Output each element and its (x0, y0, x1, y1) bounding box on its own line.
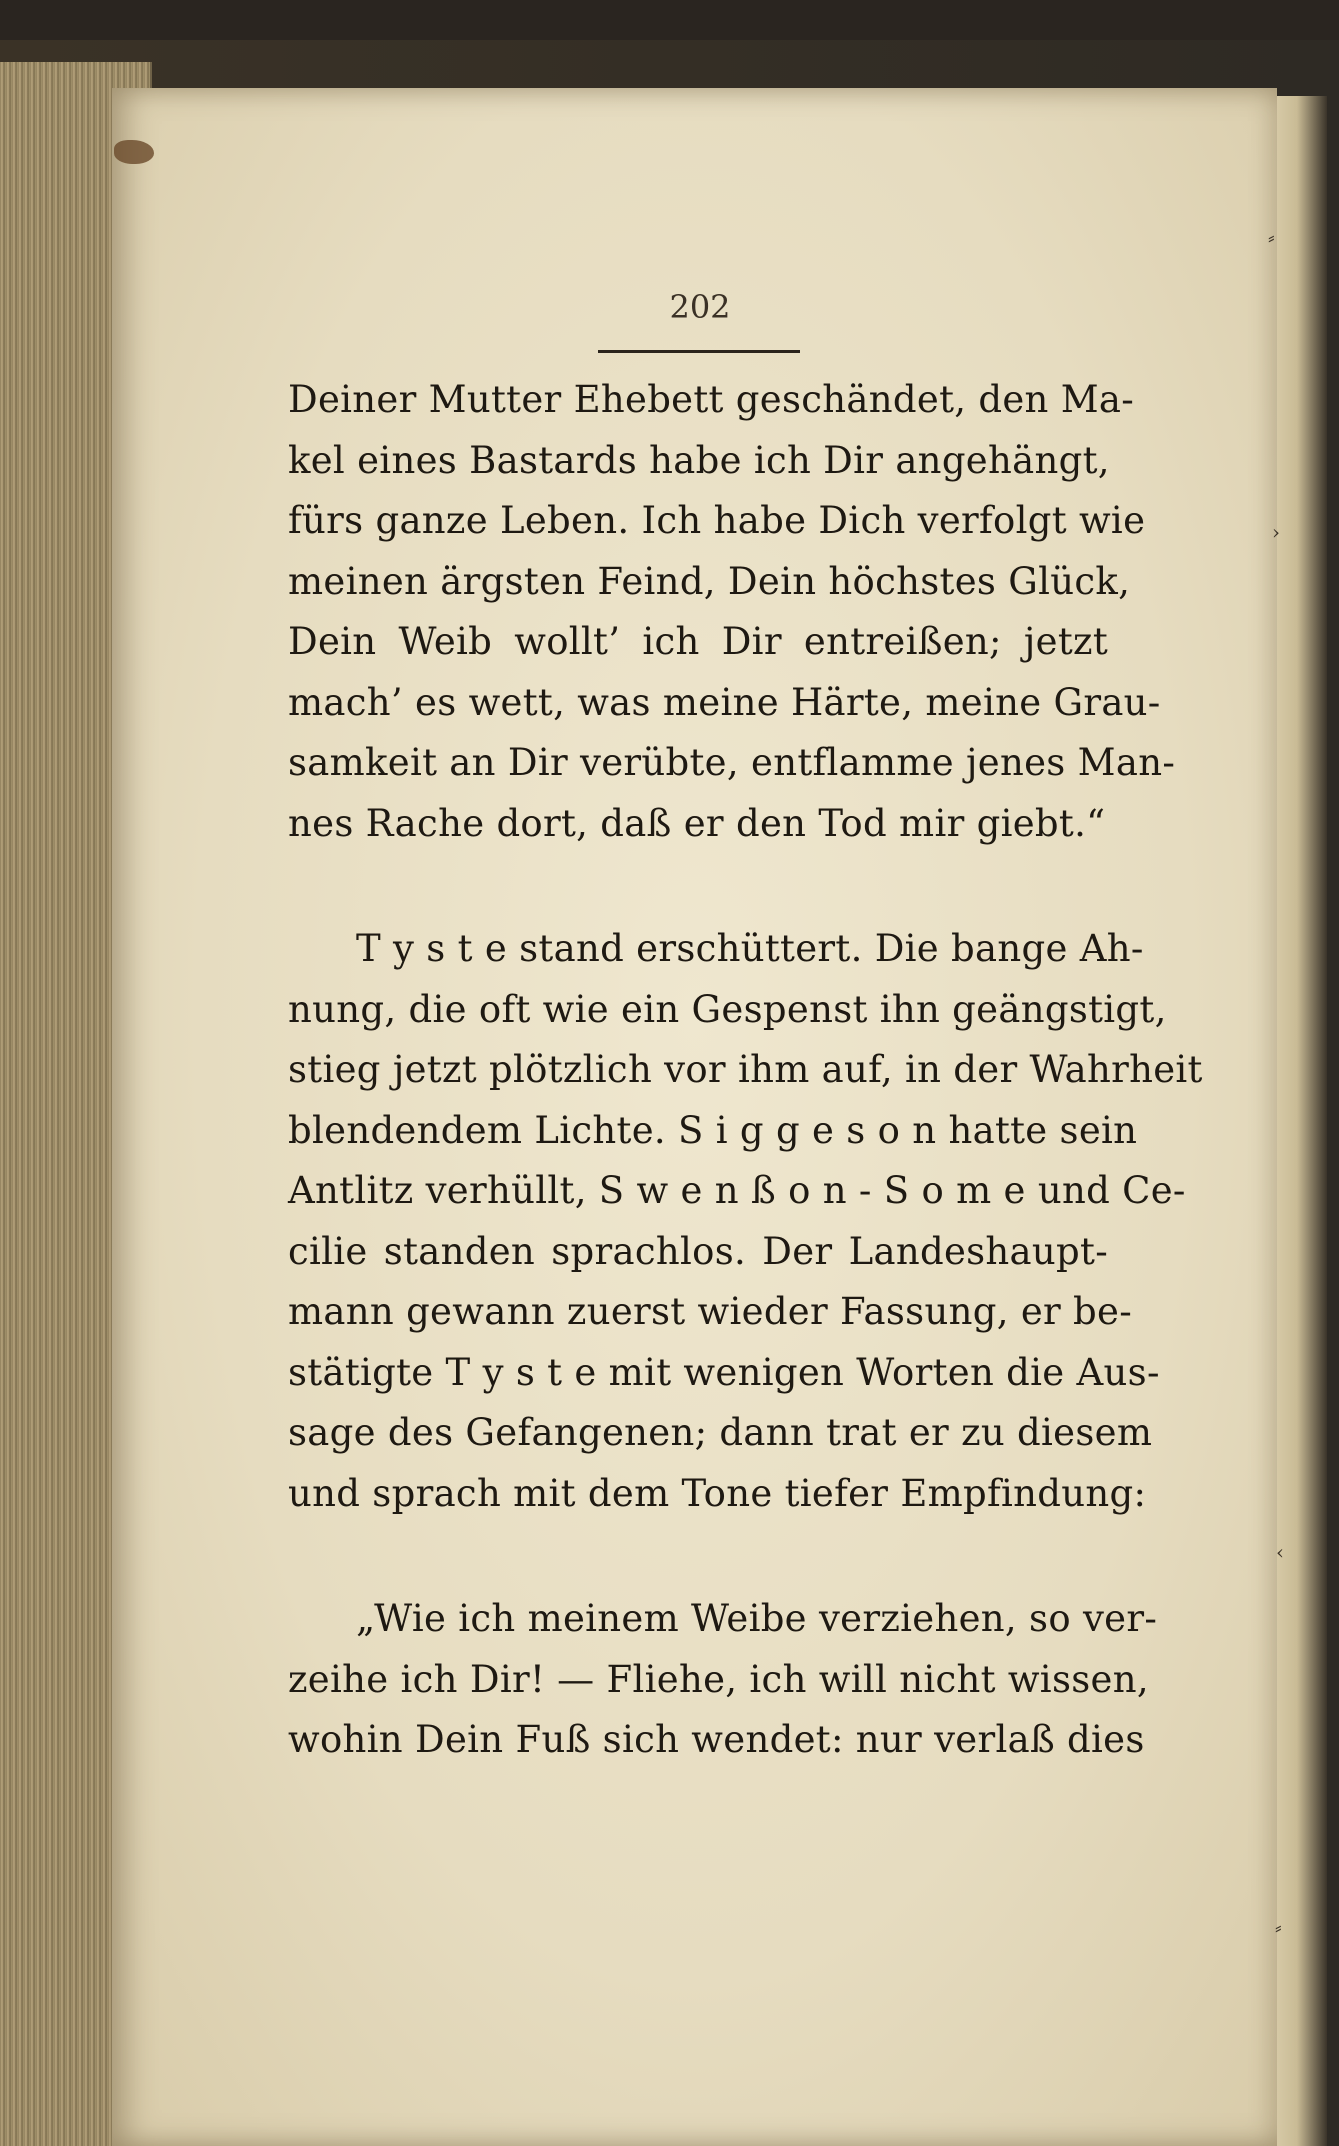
right-page-edge (1277, 96, 1327, 2146)
paragraph (288, 1589, 1158, 1771)
text-line: blendendem Lichte. S i g g e s o n hatte sein (288, 1108, 1138, 1152)
header-rule (598, 350, 800, 353)
text-line: samkeit an Dir verübte, entflamme jenes Man- (288, 741, 1176, 784)
margin-mark: ⸗ (1268, 225, 1275, 249)
text-line: wohin Dein Fuß sich wendet: nur verlaß dies (288, 1718, 1145, 1761)
text-line: „Wie ich meinem Weibe verziehen, so ver- (356, 1597, 1158, 1640)
ink-stain (114, 140, 154, 164)
text-line: T y s t e stand erschüttert. Die bange Ah- (356, 927, 1144, 970)
text-line: Dein Weib wollt’ ich Dir entreißen; jetzt (288, 620, 1108, 663)
paragraph-gap (288, 1524, 1108, 1589)
paragraph-gap (288, 854, 1108, 919)
text-line: stätigte T y s t e mit wenigen Worten die Aus- (288, 1350, 1160, 1394)
text-line: meinen ärgsten Feind, Dein höchstes Glück, (288, 559, 1131, 603)
margin-mark: ⸗ (1275, 1915, 1282, 1939)
paragraph (288, 919, 1203, 1524)
text-line: Antlitz verhüllt, S w e n ß o n - S o m e und Ce- (288, 1169, 1186, 1212)
text-line: kel eines Bastards habe ich Dir angehängt, (288, 438, 1110, 482)
text-line: stieg jetzt plötzlich vor ihm auf, in der Wahrheit (288, 1048, 1203, 1091)
text-line: und sprach mit dem Tone tiefer Empfindung: (288, 1471, 1147, 1515)
page-number: 202 (669, 288, 731, 326)
text-block (288, 370, 1203, 1771)
text-line: fürs ganze Leben. Ich habe Dich verfolgt wie (288, 499, 1146, 542)
text-line: mann gewann zuerst wieder Fassung, er be- (288, 1290, 1133, 1333)
text-line: cilie standen sprachlos. Der Landeshaupt- (288, 1229, 1108, 1273)
text-line: mach’ es wett, was meine Härte, meine Grau- (288, 680, 1161, 724)
text-line: zeihe ich Dir! — Fliehe, ich will nicht wissen, (288, 1657, 1149, 1701)
text-line: sage des Gefangenen; dann trat er zu diesem (288, 1411, 1153, 1454)
margin-mark: › (1272, 520, 1280, 544)
text-line: nung, die oft wie ein Gespenst ihn geängstigt, (288, 987, 1167, 1031)
paragraph (288, 370, 1176, 854)
text-line: Deiner Mutter Ehebett geschändet, den Ma- (288, 378, 1135, 421)
margin-mark: ‹ (1276, 1540, 1284, 1564)
text-line: nes Rache dort, daß er den Tod mir giebt.“ (288, 801, 1106, 845)
